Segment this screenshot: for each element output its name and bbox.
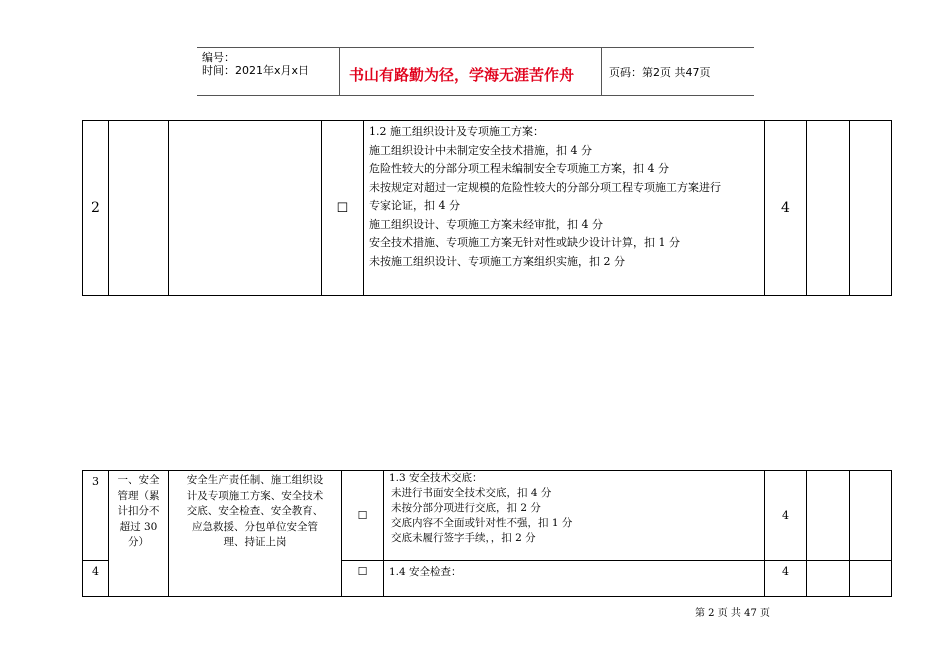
deduction-cell	[807, 561, 850, 597]
criteria-cell	[364, 121, 765, 296]
items-cell	[169, 471, 342, 597]
checkbox-cell[interactable]	[322, 121, 364, 296]
page-footer: 第 2 页 共 47 页	[695, 608, 770, 619]
row-index: 2	[83, 121, 109, 296]
criteria-line: 交底内容不全面或针对性不强，扣 1 分	[391, 517, 573, 529]
criteria-line: 未按施工组织设计、专项施工方案组织实施，扣 2 分	[369, 254, 625, 268]
score-cell: 4	[765, 471, 807, 561]
checkbox[interactable]: ☐	[357, 565, 368, 578]
category-line: 计扣分不	[117, 505, 160, 517]
items-line: 安全生产责任制、施工组织设	[186, 474, 324, 486]
criteria-line: 施工组织设计、专项施工方案未经审批，扣 4 分	[369, 217, 603, 231]
criteria-cell	[384, 471, 765, 561]
header-divider-left	[339, 47, 340, 95]
checkbox[interactable]: ☐	[357, 509, 368, 522]
items-line: 计及专项施工方案、安全技术	[186, 489, 324, 502]
score-cell: 4	[765, 121, 807, 296]
category-line: 管理（累	[117, 489, 160, 502]
safety-check-table-1	[82, 120, 892, 296]
criteria-line: 1.3 安全技术交底：	[389, 472, 483, 484]
items-cell	[169, 121, 322, 296]
criteria-line: 1.2 施工组织设计及专项施工方案：	[369, 125, 544, 138]
category-cell	[109, 471, 169, 597]
category-line: 超过 30	[119, 520, 158, 533]
header-motto: 书山有路勤为径，学海无涯苦作舟	[349, 66, 575, 84]
category-line: 一、安全	[117, 474, 160, 486]
criteria-line: 未进行书面安全技术交底，扣 4 分	[391, 487, 552, 499]
items-line: 应急救援、分包单位安全管	[192, 520, 318, 533]
header-top-line	[197, 47, 754, 48]
criteria-line: 未按分部分项进行交底，扣 2 分	[391, 502, 541, 514]
safety-check-table-2	[82, 470, 892, 597]
criteria-line: 施工组织设计中未制定安全技术措施，扣 4 分	[369, 143, 592, 157]
table-row	[83, 471, 892, 561]
actual-score-cell	[850, 561, 892, 597]
criteria-line: 危险性较大的分部分项工程未编制安全专项施工方案，扣 4 分	[369, 162, 669, 175]
deduction-cell	[807, 471, 850, 561]
actual-score-cell	[850, 471, 892, 561]
items-line: 交底、安全检查、安全教育、	[186, 505, 324, 517]
category-line: 分）	[128, 536, 149, 548]
score-cell: 4	[765, 561, 807, 597]
checkbox-cell[interactable]	[342, 561, 384, 597]
row-index: 4	[83, 561, 109, 597]
deduction-cell	[807, 121, 850, 296]
row-index: 3	[83, 471, 109, 561]
criteria-line: 交底未履行签字手续，，扣 2 分	[391, 532, 536, 544]
items-line: 理、持证上岗	[223, 536, 287, 548]
header-bottom-line	[197, 95, 754, 96]
actual-score-cell	[850, 121, 892, 296]
criteria-line: 未按规定对超过一定规模的危险性较大的分部分项工程专项施工方案进行	[369, 180, 721, 194]
header-page-info: 页码：第2页 共47页	[609, 66, 711, 79]
criteria-line: 安全技术措施、专项施工方案无针对性或缺少设计计算，扣 1 分	[369, 236, 680, 249]
document-number-label: 编号：	[202, 51, 235, 64]
criteria-line: 1.4 安全检查：	[389, 566, 462, 578]
category-cell	[109, 121, 169, 296]
checkbox[interactable]: ☐	[336, 200, 349, 216]
criteria-line: 专家论证，扣 4 分	[369, 199, 460, 212]
checkbox-cell[interactable]	[342, 471, 384, 561]
criteria-cell	[384, 561, 765, 597]
header-divider-right	[601, 47, 602, 95]
table-row	[83, 121, 892, 296]
document-date: 时间：2021年x月x日	[202, 64, 310, 77]
